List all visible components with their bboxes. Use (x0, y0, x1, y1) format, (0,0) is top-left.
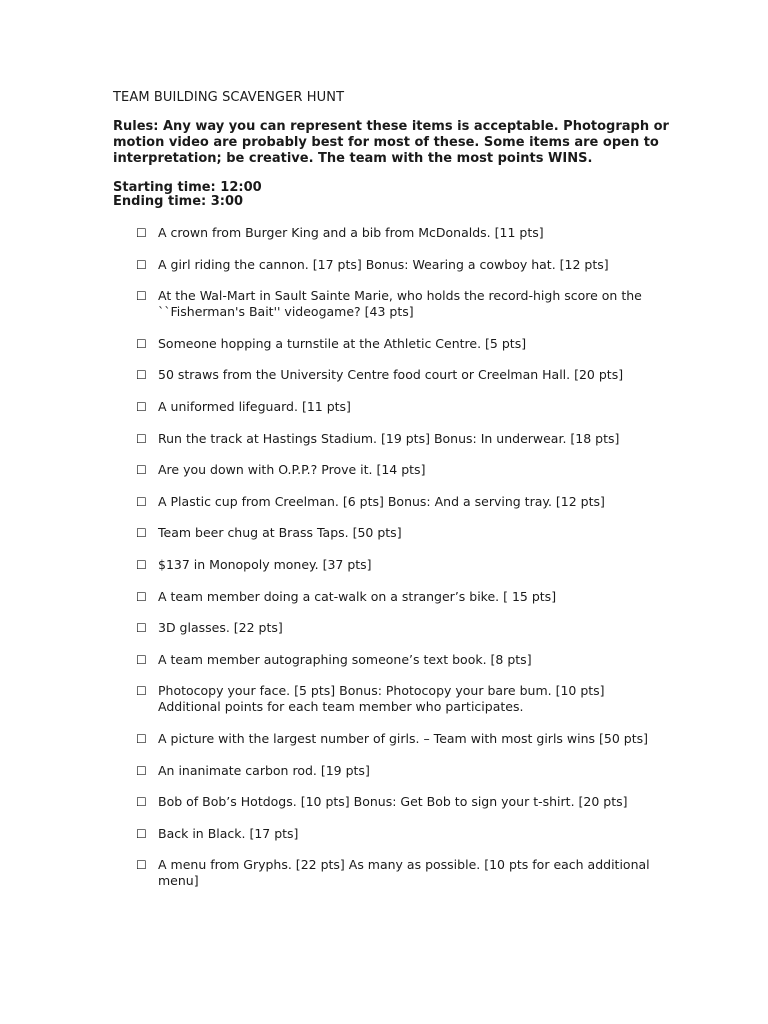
list-item (113, 225, 768, 241)
list-item (113, 399, 768, 415)
item-text: At the Wal-Mart in Sault Sainte Marie, who holds the record-high score on the ``Fisherman's Bait'' videogame? [43 pts] (158, 288, 642, 320)
checkbox-icon: ☐ (136, 368, 147, 383)
item-text: A girl riding the cannon. [17 pts] Bonus: Wearing a cowboy hat. [12 pts] (158, 256, 609, 272)
checkbox-icon: ☐ (136, 336, 147, 351)
rules-paragraph: Rules: Any way you can represent these items is acceptable. Photograph or motion video are probably best for most of these. Some items are open to interpretation; be creative. The team with the most points WINS. (113, 119, 669, 166)
item-text: Are you down with O.P.P.? Prove it. [14 pts] (158, 462, 426, 478)
document-title: TEAM BUILDING SCAVENGER HUNT (113, 90, 345, 105)
list-item (113, 336, 768, 352)
checkbox-icon: ☐ (136, 684, 147, 699)
list-item (113, 763, 768, 779)
list-item (113, 257, 768, 273)
item-text: Run the track at Hastings Stadium. [19 pts] Bonus: In underwear. [18 pts] (158, 430, 620, 446)
checkbox-icon: ☐ (136, 795, 147, 810)
item-text-line: Additional points for each team member who participates. (158, 699, 524, 715)
item-text: Bob of Bob’s Hotdogs. [10 pts] Bonus: Get Bob to sign your t-shirt. [20 pts] (158, 794, 628, 810)
checkbox-icon: ☐ (136, 858, 147, 873)
ending-time: Ending time: 3:00 (113, 194, 244, 209)
list-item (113, 462, 768, 478)
list-item (113, 794, 768, 810)
checkbox-icon: ☐ (136, 589, 147, 604)
item-text: Team beer chug at Brass Taps. [50 pts] (158, 525, 402, 541)
list-item (113, 620, 768, 636)
list-item (113, 494, 768, 510)
checkbox-icon: ☐ (136, 257, 147, 272)
checkbox-icon: ☐ (136, 731, 147, 746)
item-text: A team member doing a cat-walk on a stranger’s bike. [ 15 pts] (158, 588, 557, 604)
list-item (113, 857, 768, 889)
checkbox-icon: ☐ (136, 463, 147, 478)
list-item (113, 652, 768, 668)
checkbox-icon: ☐ (136, 289, 147, 304)
checkbox-icon: ☐ (136, 557, 147, 572)
list-item (113, 288, 768, 320)
item-text: A menu from Gryphs. [22 pts] As many as possible. [10 pts for each additional menu] (158, 857, 650, 889)
starting-time: Starting time: 12:00 (113, 180, 262, 195)
list-item (113, 826, 768, 842)
checkbox-icon: ☐ (136, 763, 147, 778)
checkbox-icon: ☐ (136, 494, 147, 509)
checkbox-icon: ☐ (136, 826, 147, 841)
list-item (113, 525, 768, 541)
checkbox-icon: ☐ (136, 652, 147, 667)
item-text: 3D glasses. [22 pts] (158, 620, 283, 636)
item-text: 50 straws from the University Centre food court or Creelman Hall. [20 pts] (158, 367, 624, 383)
time-block (113, 181, 768, 209)
checkbox-icon: ☐ (136, 526, 147, 541)
item-list (113, 225, 768, 889)
checkbox-icon: ☐ (136, 399, 147, 414)
list-item (113, 367, 768, 383)
item-text: A uniformed lifeguard. [11 pts] (158, 398, 351, 414)
item-text: $137 in Monopoly money. [37 pts] (158, 556, 372, 572)
list-item (113, 589, 768, 605)
item-text: A Plastic cup from Creelman. [6 pts] Bonus: And a serving tray. [12 pts] (158, 493, 605, 509)
item-text (158, 683, 658, 715)
item-text: Someone hopping a turnstile at the Athletic Centre. [5 pts] (158, 335, 527, 351)
list-item (113, 731, 768, 747)
item-text-line: Photocopy your face. [5 pts] Bonus: Photocopy your bare bum. [10 pts] (158, 683, 605, 699)
checkbox-icon: ☐ (136, 431, 147, 446)
item-text: Back in Black. [17 pts] (158, 825, 299, 841)
list-item (113, 557, 768, 573)
checkbox-icon: ☐ (136, 226, 147, 240)
item-text: A team member autographing someone’s text book. [8 pts] (158, 651, 532, 667)
list-item (113, 683, 768, 715)
item-text: An inanimate carbon rod. [19 pts] (158, 762, 370, 778)
checkbox-icon: ☐ (136, 621, 147, 636)
item-text: A picture with the largest number of girls. – Team with most girls wins [50 pts] (158, 730, 648, 746)
item-text: A crown from Burger King and a bib from McDonalds. [11 pts] (158, 225, 544, 240)
list-item (113, 431, 768, 447)
